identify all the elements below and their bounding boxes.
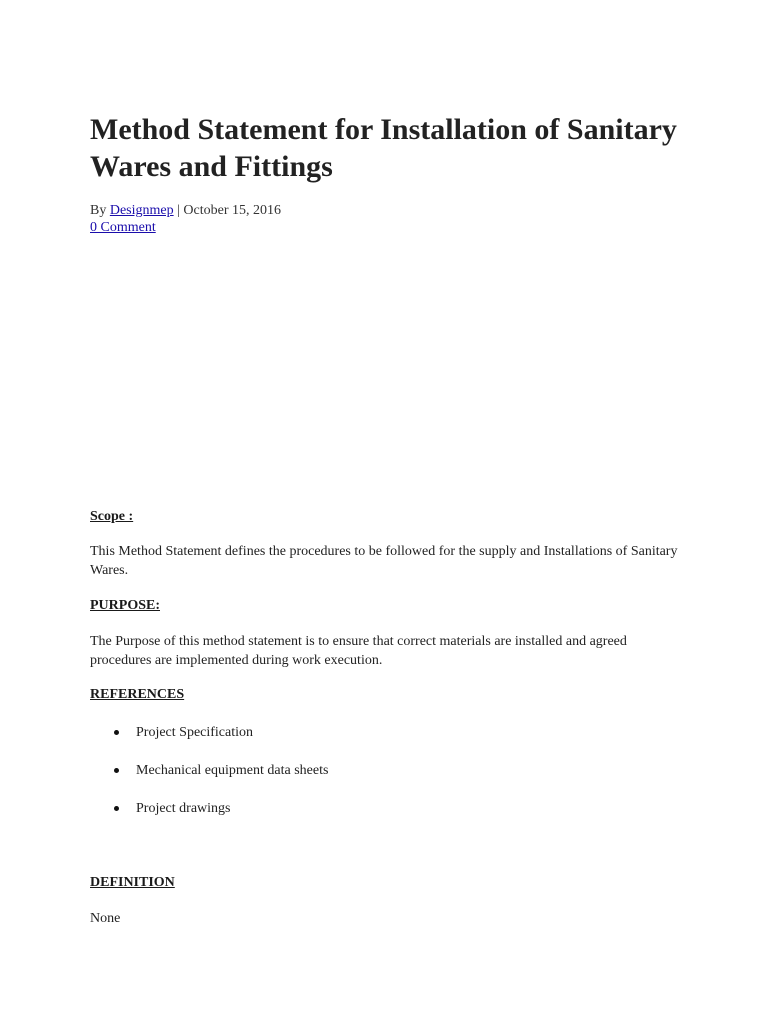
scope-heading: Scope : [90,509,134,524]
byline-separator: | [173,203,184,218]
byline-prefix: By [90,203,110,218]
purpose-heading: PURPOSE: [90,598,160,613]
scope-text: This Method Statement defines the procedures to be followed for the supply and Installations of Sanitary Wares. [90,544,678,578]
list-item [90,761,328,799]
definition-heading: DEFINITION [90,875,175,890]
list-item [90,723,328,761]
references-list [90,723,328,837]
bullet-icon [114,806,119,811]
references-heading: REFERENCES [90,687,185,702]
list-item-text: Project Specification [136,725,254,740]
bullet-icon [114,730,119,735]
article-title: Method Statement for Installation of Sanitary Wares and Fittings [90,113,677,183]
definition-text: None [90,911,121,926]
bullet-icon [114,768,119,773]
comments-row [90,219,156,236]
list-item [90,799,328,837]
publish-date: October 15, 2016 [183,203,282,218]
author-link[interactable]: Designmep [109,203,174,218]
byline [90,202,281,219]
list-item-text: Project drawings [136,801,231,816]
comments-link[interactable]: 0 Comment [90,220,156,235]
list-item-text: Mechanical equipment data sheets [136,763,329,778]
purpose-text: The Purpose of this method statement is to ensure that correct materials are installed and agreed procedures are implemented during work execution. [90,634,627,668]
